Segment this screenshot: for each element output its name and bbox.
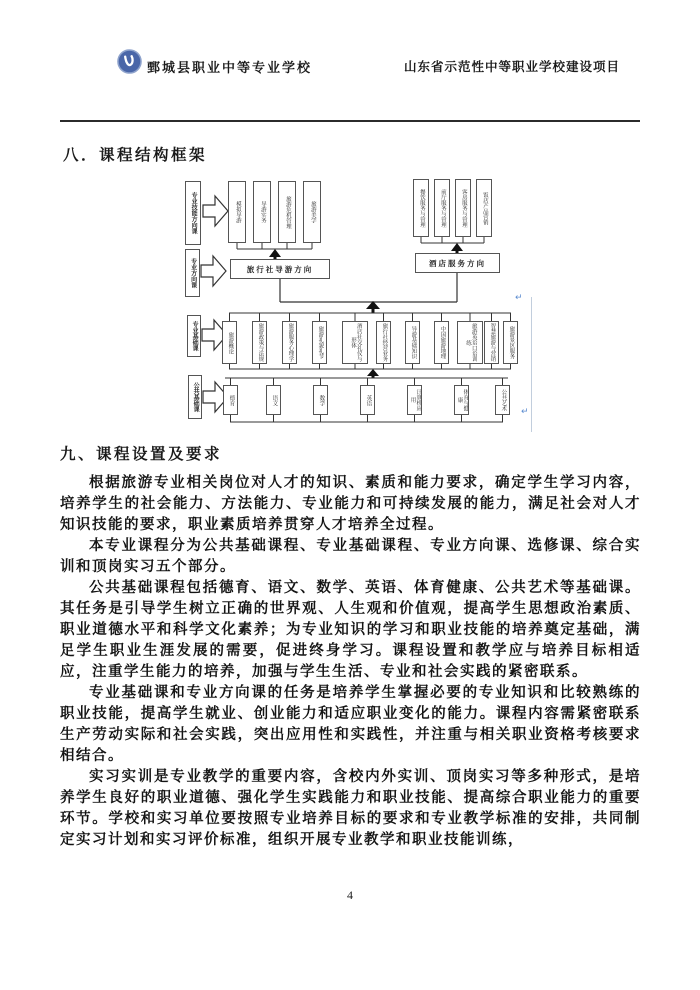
course-box: 导游实务 bbox=[253, 181, 271, 243]
course-box: 体育与健康 bbox=[454, 385, 469, 415]
course-box: 旅游危机管理 bbox=[278, 181, 296, 243]
paragraph-mark-icon: ↵ bbox=[515, 293, 523, 303]
course-box: 旅游景区服务 bbox=[503, 321, 518, 364]
course-box: 中国旅游地理 bbox=[434, 321, 449, 364]
course-box: 模拟导游 bbox=[228, 181, 246, 243]
course-box: 旅游美学 bbox=[303, 181, 321, 243]
course-box: 英语 bbox=[360, 385, 375, 415]
header-school-name: 鄄城县职业中等专业学校 bbox=[147, 60, 313, 75]
course-box: 旅游英语口语训练 bbox=[457, 321, 483, 364]
body-paragraph: 专业基础课和专业方向课的任务是培养学生掌握必要的专业知识和比较熟练的职业技能，提高学生就业、创业能力和适应职业变化的能力。课程内容需紧密联系生产劳动实际和社会实践，突出应用性和实践性，并注重与相关职业资格考核要求相结合。 bbox=[60, 685, 641, 764]
course-box: 公共艺术 bbox=[495, 385, 510, 415]
course-box: 数学 bbox=[313, 385, 328, 415]
course-box: 旅游服务心理学 bbox=[282, 321, 297, 364]
body-paragraph: 根据旅游专业相关岗位对人才的知识、素质和能力要求，确定学生学习内容，培养学生的社会能力、方法能力、专业能力和可持续发展的能力，满足社会对人才知识技能的要求，职业素质培养贯穿人才培养全过程。 bbox=[60, 475, 641, 533]
course-box: 旅行社经营业务 bbox=[376, 321, 391, 364]
course-box: 饭店产品营销 bbox=[476, 179, 492, 237]
course-box: 德育 bbox=[223, 385, 238, 415]
course-structure-diagram bbox=[85, 175, 545, 435]
course-box: 前厅服务与管理 bbox=[434, 179, 450, 237]
section9 bbox=[60, 442, 641, 851]
course-box: 智慧旅游与营销 bbox=[484, 321, 499, 364]
course-box: 旅游政策与法规 bbox=[252, 321, 267, 364]
section8-title: 八．课程结构框架 bbox=[63, 147, 208, 164]
course-box: 导游基础知识 bbox=[405, 321, 420, 364]
section9-title: 九、课程设置及要求 bbox=[60, 446, 223, 463]
course-box: 旅游礼貌礼节 bbox=[312, 321, 327, 364]
paragraph-mark-icon: ↵ bbox=[521, 407, 529, 417]
guide-direction-box: 旅行社导游方向 bbox=[230, 259, 330, 279]
course-box: 旅游概论 bbox=[222, 321, 237, 364]
body-paragraph: 实习实训是专业教学的重要内容，含校内外实训、顶岗实习等多种形式，是培养学生良好的职业道德、强化学生实践能力和职业技能、提高综合职业能力的重要环节。学校和实习单位要按照专业培养目标的要求和专业教学标准的安排，共同制定实习计划和实习评价标准，组织开展专业教学和职业技能训练， bbox=[60, 769, 641, 848]
image-edge-line bbox=[531, 297, 532, 432]
right-block-arrow-icon bbox=[203, 196, 228, 226]
label-direction-courses: 专业方向课 bbox=[185, 249, 200, 297]
course-box: 计算机应用 bbox=[407, 385, 422, 415]
label-professional-basic-courses: 专业基础课 bbox=[187, 315, 201, 357]
body-paragraph: 本专业课程分为公共基础课程、专业基础课程、专业方向课、选修课、综合实训和顶岗实习五个部分。 bbox=[60, 538, 641, 575]
course-box: 酒店社交礼仪与形体 bbox=[342, 321, 368, 364]
right-block-arrow-icon bbox=[201, 256, 226, 286]
header-project-name: 山东省示范性中等职业学校建设项目 bbox=[404, 60, 621, 74]
page-number: 4 bbox=[347, 888, 353, 902]
body-paragraph: 公共基础课程包括德育、语文、数学、英语、体育健康、公共艺术等基础课。其任务是引导学生树立正确的世界观、人生观和价值观，提高学生思想政治素质、职业道德水平和科学文化素养；为专业知识的学习和职业技能的培养奠定基础，满足学生职业生涯发展的需要，促进终身学习。课程设置和教学应与培养目标相适应，注重学生能力的培养，加强与学生生活、专业和社会实践的紧密联系。 bbox=[60, 580, 641, 680]
course-box: 语文 bbox=[266, 385, 281, 415]
hotel-direction-box: 酒店服务方向 bbox=[415, 253, 500, 273]
course-box: 客房服务与管理 bbox=[455, 179, 471, 237]
label-public-basic-courses: 公共基础课 bbox=[188, 375, 202, 419]
header-rule bbox=[60, 120, 640, 122]
school-logo-icon bbox=[117, 49, 142, 74]
label-skill-direction-courses: 专业技能方向课 bbox=[185, 181, 201, 245]
course-box: 餐饮服务与管理 bbox=[413, 179, 429, 237]
